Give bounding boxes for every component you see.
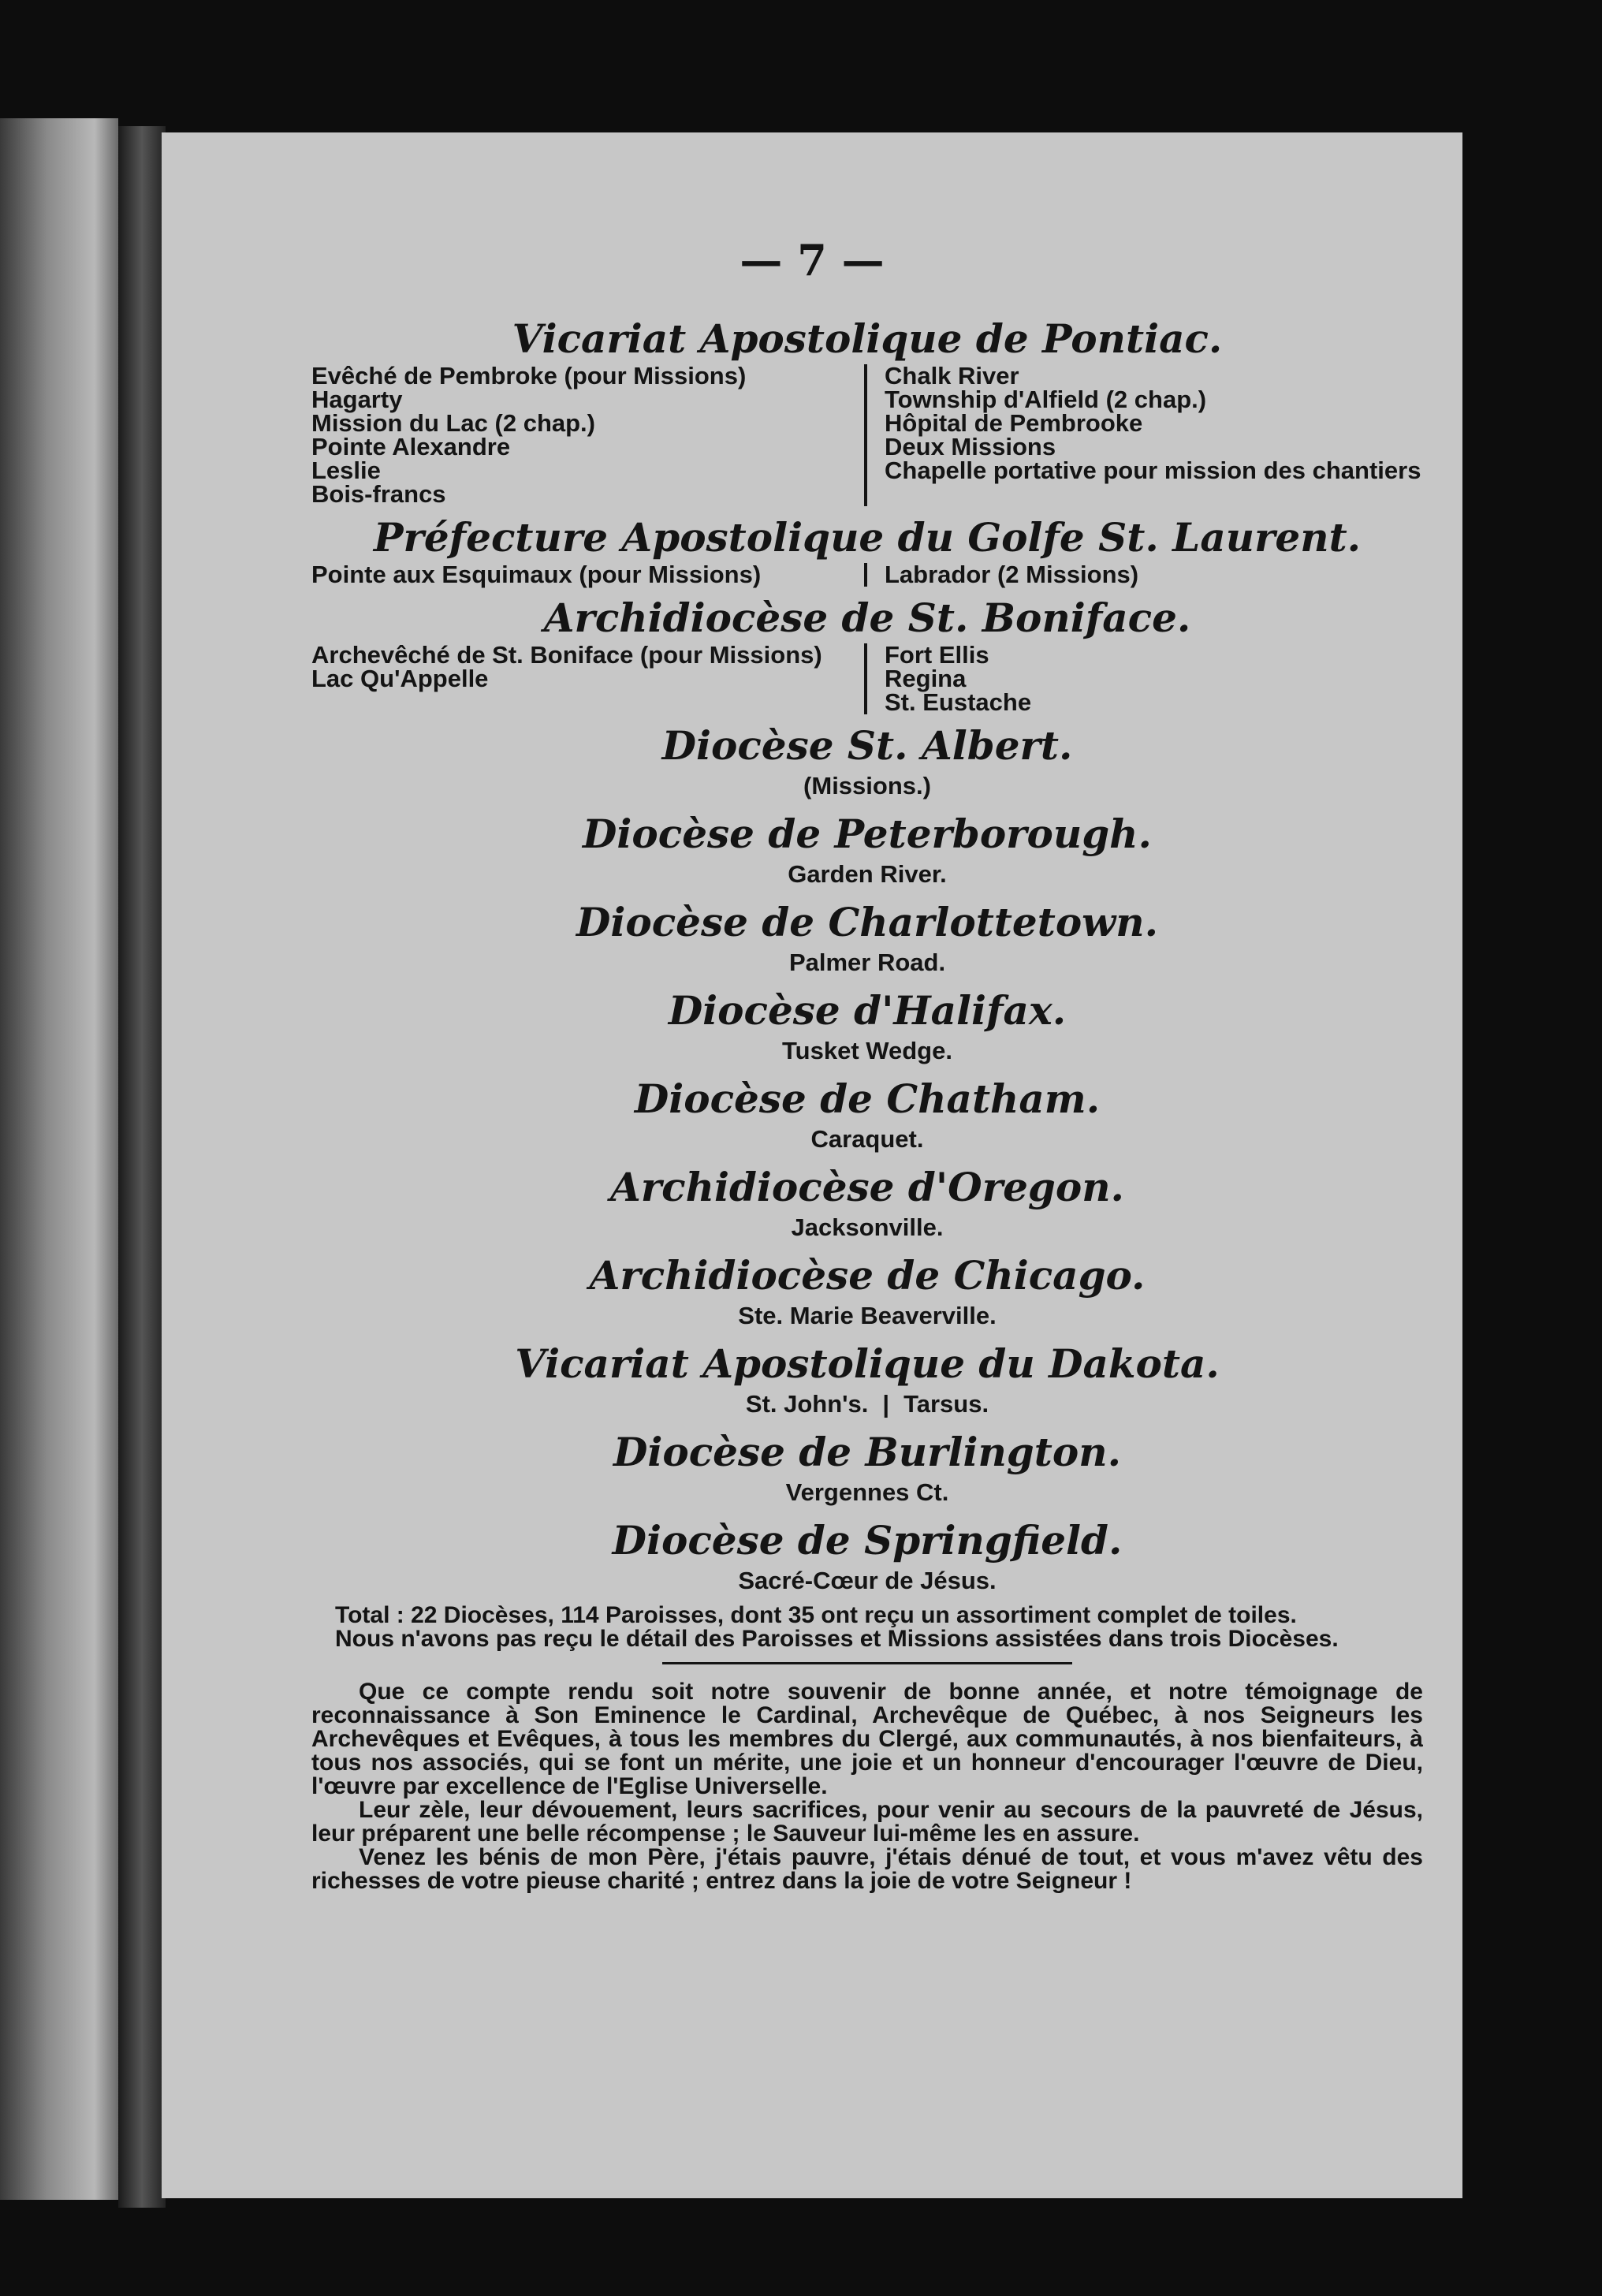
total-paragraph: Total : 22 Diocèses, 114 Paroisses, dont 35 ont reçu un assortiment complet de toiles. bbox=[335, 1602, 1297, 1628]
diocese-entry: Jacksonville. bbox=[791, 1213, 944, 1241]
diocese-entry: Tusket Wedge. bbox=[782, 1037, 952, 1064]
left-column bbox=[311, 364, 867, 506]
list-item: Pointe Alexandre bbox=[311, 433, 511, 460]
diocese-heading: Vicariat Apostolique du Dakota. bbox=[515, 1340, 1220, 1387]
list-item: Bois-francs bbox=[311, 480, 446, 508]
diocese-entry: Sacré-Cœur de Jésus. bbox=[738, 1567, 997, 1594]
diocese-heading: Diocèse de Springfield. bbox=[612, 1517, 1123, 1564]
page-content bbox=[311, 314, 1423, 1893]
list-item: Lac Qu'Appelle bbox=[311, 665, 489, 692]
section-golfe-st-laurent bbox=[311, 512, 1423, 587]
diocese-heading: Diocèse de Burlington. bbox=[613, 1429, 1121, 1475]
list-item: St. Eustache bbox=[885, 688, 1032, 716]
section-heading: Préfecture Apostolique du Golfe St. Laurent. bbox=[373, 514, 1362, 561]
diocese-block bbox=[311, 1515, 1423, 1596]
diocese-entry: Vergennes Ct. bbox=[785, 1478, 949, 1506]
diocese-heading: Diocèse d'Halifax. bbox=[668, 987, 1067, 1034]
diocese-heading: Archidiocèse de Chicago. bbox=[589, 1252, 1146, 1299]
diocese-entry: St. John's. bbox=[745, 1390, 869, 1418]
two-column-list bbox=[311, 364, 1423, 506]
list-item: Archevêché de St. Boniface (pour Missions) bbox=[311, 641, 822, 669]
list-item: Pointe aux Esquimaux (pour Missions) bbox=[311, 561, 762, 588]
diocese-block bbox=[311, 721, 1423, 801]
diocese-entry-pair bbox=[311, 1389, 1423, 1419]
diocese-entry: Ste. Marie Beaverville. bbox=[738, 1302, 997, 1329]
document-page bbox=[162, 132, 1462, 2198]
diocese-block bbox=[311, 1074, 1423, 1154]
two-column-list bbox=[311, 643, 1423, 714]
previous-page-edge bbox=[0, 118, 118, 2200]
page-number: — 7 — bbox=[740, 235, 885, 285]
entry-separator: | bbox=[882, 1390, 890, 1418]
section-pontiac bbox=[311, 314, 1423, 506]
section-heading: Archidiocèse de St. Boniface. bbox=[543, 594, 1191, 641]
list-item: Chapelle portative pour mission des chantiers bbox=[885, 457, 1421, 484]
closing-paragraph: Que ce compte rendu soit notre souvenir de bonne année, et notre témoignage de reconnaissance à Son Eminence le Cardinal, Archevêque de Québec, à nos Seigneurs les Archevêques et Evêques, à tous les membres du Clergé, aux communautés, à nos bienfaiteurs, à tous nos associés, qui se font un mérite, une joie et un honneur d'encourager l'œuvre de Dieu, l'œuvre par excellence de l'Eglise Universelle. bbox=[311, 1679, 1423, 1799]
list-item: Evêché de Pembroke (pour Missions) bbox=[311, 362, 747, 390]
diocese-block bbox=[311, 897, 1423, 978]
right-column bbox=[867, 364, 1423, 506]
right-column bbox=[867, 643, 1423, 714]
list-item: Labrador (2 Missions) bbox=[885, 561, 1139, 588]
diocese-block bbox=[311, 809, 1423, 889]
book-spine bbox=[118, 126, 166, 2208]
left-column bbox=[311, 563, 867, 587]
diocese-block bbox=[311, 1427, 1423, 1508]
list-item: Fort Ellis bbox=[885, 641, 989, 669]
diocese-entry: (Missions.) bbox=[803, 772, 931, 800]
right-column bbox=[867, 563, 1423, 587]
diocese-block bbox=[311, 1162, 1423, 1243]
diocese-entry: Tarsus. bbox=[903, 1390, 989, 1418]
list-item: Regina bbox=[885, 665, 967, 692]
diocese-heading: Diocèse St. Albert. bbox=[661, 722, 1073, 769]
list-item: Township d'Alfield (2 chap.) bbox=[885, 386, 1207, 413]
left-column bbox=[311, 643, 867, 714]
two-column-list bbox=[311, 563, 1423, 587]
diocese-entry: Palmer Road. bbox=[788, 949, 946, 976]
list-item: Chalk River bbox=[885, 362, 1019, 390]
diocese-heading: Diocèse de Peterborough. bbox=[583, 811, 1152, 857]
diocese-heading: Diocèse de Charlottetown. bbox=[576, 899, 1158, 945]
diocese-heading: Diocèse de Chatham. bbox=[634, 1075, 1101, 1122]
diocese-entry: Caraquet. bbox=[810, 1125, 924, 1153]
diocese-block bbox=[311, 1250, 1423, 1331]
section-st-boniface bbox=[311, 593, 1423, 714]
closing-paragraph: Leur zèle, leur dévouement, leurs sacrifices, pour venir au secours de la pauvreté de Jésus, leur préparent une belle récompense ; le Sauveur lui-même les en assure. bbox=[311, 1797, 1423, 1847]
note-paragraph: Nous n'avons pas reçu le détail des Paroisses et Missions assistées dans trois Diocèses. bbox=[335, 1626, 1339, 1652]
list-item: Leslie bbox=[311, 457, 381, 484]
list-item: Hôpital de Pembrooke bbox=[885, 409, 1143, 437]
section-heading: Vicariat Apostolique de Pontiac. bbox=[512, 315, 1223, 362]
diocese-block bbox=[311, 1339, 1423, 1419]
list-item: Mission du Lac (2 chap.) bbox=[311, 409, 595, 437]
diocese-heading: Archidiocèse d'Oregon. bbox=[610, 1164, 1124, 1210]
diocese-entry: Garden River. bbox=[788, 860, 947, 888]
closing-paragraph: Venez les bénis de mon Père, j'étais pauvre, j'étais dénué de tout, et vous m'avez vêtu des richesses de votre pieuse charité ; entrez dans la joie de votre Seigneur ! bbox=[311, 1844, 1423, 1894]
list-item: Hagarty bbox=[311, 386, 403, 413]
list-item: Deux Missions bbox=[885, 433, 1056, 460]
divider bbox=[662, 1662, 1072, 1664]
diocese-block bbox=[311, 986, 1423, 1066]
